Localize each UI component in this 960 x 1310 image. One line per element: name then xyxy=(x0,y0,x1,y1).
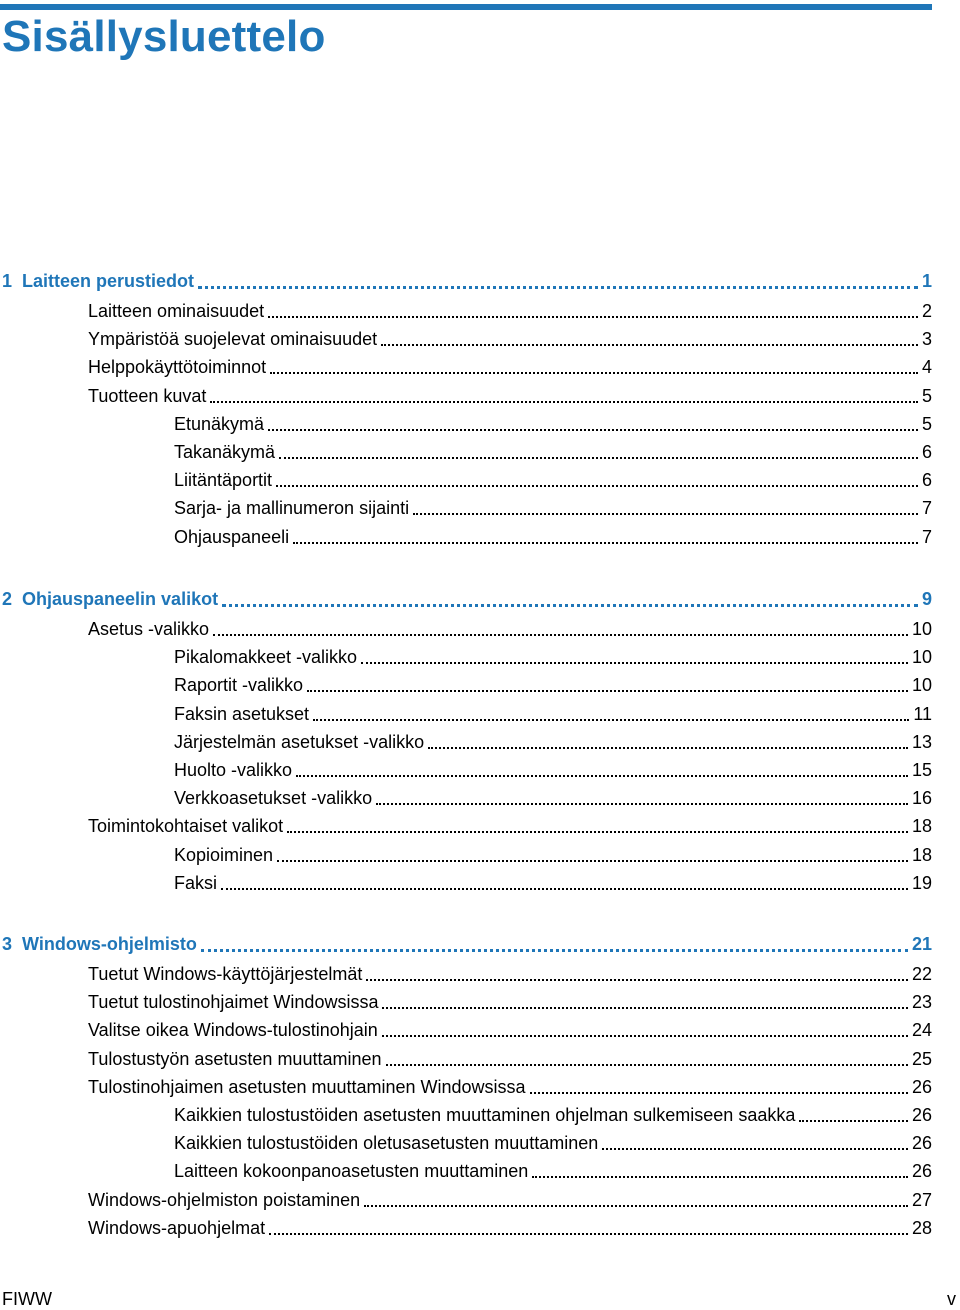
toc-page-number: 26 xyxy=(911,1133,932,1154)
toc-entry-title: Liitäntäportit xyxy=(174,470,273,491)
toc-entry-title: Tulostustyön asetusten muuttaminen xyxy=(88,1048,382,1069)
toc-section[interactable] xyxy=(88,1046,932,1072)
toc-entry-title: Windows-ohjelmiston poistaminen xyxy=(88,1189,361,1210)
toc-section[interactable] xyxy=(88,813,932,839)
toc-page-number: 25 xyxy=(911,1048,932,1069)
toc-subsection[interactable] xyxy=(174,524,932,550)
toc-entry-title: Etunäkymä xyxy=(174,413,265,434)
toc-entry-title: Laitteen kokoonpanoasetusten muuttaminen xyxy=(174,1161,529,1182)
toc-subsection[interactable] xyxy=(174,757,932,783)
toc-subsection[interactable] xyxy=(174,701,932,727)
toc-page-number: 26 xyxy=(911,1076,932,1097)
dot-leader xyxy=(364,1205,908,1207)
toc-page-number: 18 xyxy=(911,816,932,837)
dot-leader xyxy=(279,457,918,459)
dot-leader xyxy=(201,949,908,952)
toc-chapter-3[interactable] xyxy=(2,931,932,957)
toc-section[interactable] xyxy=(88,1215,932,1241)
toc-section[interactable] xyxy=(88,989,932,1015)
dot-leader xyxy=(287,831,908,833)
toc-subsection[interactable] xyxy=(174,842,932,868)
dot-leader xyxy=(361,662,908,664)
dot-leader xyxy=(386,1064,908,1066)
toc-page-number: 16 xyxy=(911,788,932,809)
toc-chapter-1[interactable] xyxy=(2,268,932,294)
toc-page-number: 7 xyxy=(921,526,932,547)
dot-leader xyxy=(269,1233,908,1235)
toc-page-number: 26 xyxy=(911,1105,932,1125)
dot-leader xyxy=(276,485,918,487)
dot-leader xyxy=(277,860,908,862)
toc-section[interactable] xyxy=(88,1017,932,1043)
toc-section[interactable] xyxy=(88,961,932,987)
toc-subsection[interactable] xyxy=(174,672,932,698)
toc-subsection[interactable] xyxy=(174,1130,932,1156)
toc-entry-title: Raportit -valikko xyxy=(174,675,304,696)
dot-leader xyxy=(222,604,918,607)
toc-entry-title: Kopioiminen xyxy=(174,844,274,865)
toc-page-number: 4 xyxy=(921,357,932,378)
dot-leader xyxy=(382,1007,908,1009)
dot-leader xyxy=(413,513,918,515)
toc-entry-title: Kaikkien tulostustöiden asetusten muuttaminen ohjelman sulkemiseen saakka xyxy=(174,1105,796,1125)
toc-page-number: 19 xyxy=(911,872,932,893)
toc-entry-title: Tulostinohjaimen asetusten muuttaminen Windowsissa xyxy=(88,1076,526,1097)
toc-entry-title: Pikalomakkeet -valikko xyxy=(174,647,358,668)
dot-leader xyxy=(296,775,908,777)
toc-entry-title: Ohjauspaneeli xyxy=(174,526,290,547)
toc-page-number: 24 xyxy=(911,1020,932,1041)
toc-section[interactable] xyxy=(88,354,932,380)
toc-subsection[interactable] xyxy=(174,1102,932,1128)
dot-leader xyxy=(382,1035,908,1037)
dot-leader xyxy=(221,888,908,890)
toc-entry-title: Järjestelmän asetukset -valikko xyxy=(174,731,425,752)
toc-page-number: 6 xyxy=(921,470,932,491)
toc-chapter-2[interactable] xyxy=(2,586,932,612)
toc-page-number: 9 xyxy=(921,589,932,609)
dot-leader xyxy=(268,316,918,318)
toc-entry-title: Tuetut Windows-käyttöjärjestelmät xyxy=(88,964,363,984)
toc-subsection[interactable] xyxy=(174,870,932,896)
toc-entry-title: Huolto -valikko xyxy=(174,760,293,780)
toc-entry-title: Ympäristöä suojelevat ominaisuudet xyxy=(88,329,378,350)
dot-leader xyxy=(213,634,908,636)
toc-page-number: 3 xyxy=(921,329,932,350)
toc-entry-title: Asetus -valikko xyxy=(88,619,210,639)
toc-entry-title: Windows-apuohjelmat xyxy=(88,1217,266,1238)
toc-section[interactable] xyxy=(88,298,932,324)
dot-leader xyxy=(376,803,908,805)
dot-leader xyxy=(210,401,918,403)
page-title: Sisällysluettelo xyxy=(2,12,326,61)
chapter-number: 3 xyxy=(2,934,13,954)
toc-page-number: 15 xyxy=(911,760,932,780)
toc-section[interactable] xyxy=(88,616,932,642)
toc-entry-title: Sarja- ja mallinumeron sijainti xyxy=(174,498,410,519)
toc-entry-title: Tuetut tulostinohjaimet Windowsissa xyxy=(88,992,379,1013)
dot-leader xyxy=(602,1148,908,1150)
toc-page-number: 10 xyxy=(911,647,932,668)
dot-leader xyxy=(530,1092,908,1094)
dot-leader xyxy=(293,542,918,544)
toc-entry-title: Ohjauspaneelin valikot xyxy=(22,589,219,609)
toc-entry-title: Verkkoasetukset -valikko xyxy=(174,788,373,809)
toc-page-number: 11 xyxy=(913,703,932,724)
dot-leader xyxy=(532,1176,908,1178)
toc-page-number: 28 xyxy=(911,1217,932,1238)
toc-entry-title: Kaikkien tulostustöiden oletusasetusten muuttaminen xyxy=(174,1133,599,1154)
toc-page-number: 21 xyxy=(911,934,932,954)
toc-subsection[interactable] xyxy=(174,411,932,437)
toc-section[interactable] xyxy=(88,383,932,409)
toc-entry-title: Valitse oikea Windows-tulostinohjain xyxy=(88,1020,378,1041)
dot-leader xyxy=(268,429,918,431)
footer-left-label: FIWW xyxy=(2,1289,52,1309)
toc-entry-title: Laitteen perustiedot xyxy=(22,271,195,291)
dot-leader xyxy=(799,1120,908,1122)
toc-subsection[interactable] xyxy=(174,729,932,755)
chapter-number: 1 xyxy=(2,271,13,291)
toc-page-number: 6 xyxy=(921,442,932,462)
toc-subsection[interactable] xyxy=(174,785,932,811)
toc-subsection[interactable] xyxy=(174,495,932,521)
toc-page-number: 26 xyxy=(911,1161,932,1182)
toc-page-number: 5 xyxy=(921,413,932,434)
toc-page-number: 13 xyxy=(911,731,932,752)
toc-subsection[interactable] xyxy=(174,467,932,493)
toc-section[interactable] xyxy=(88,326,932,352)
toc-page-number: 2 xyxy=(921,301,932,321)
dot-leader xyxy=(313,719,909,721)
toc-page-number: 7 xyxy=(921,498,932,519)
toc-entry-title: Tuotteen kuvat xyxy=(88,385,207,406)
dot-leader xyxy=(307,690,908,692)
toc-page-number: 1 xyxy=(921,271,932,291)
toc-entry-title: Windows-ohjelmisto xyxy=(22,934,197,954)
toc-page-number: 27 xyxy=(911,1189,932,1210)
toc-entry-title: Faksi xyxy=(174,872,218,893)
toc-entry-title: Toimintokohtaiset valikot xyxy=(88,816,284,837)
toc-page-number: 18 xyxy=(911,844,932,865)
toc-section[interactable] xyxy=(88,1187,932,1213)
dot-leader xyxy=(198,286,918,289)
toc-section[interactable] xyxy=(88,1074,932,1100)
toc-page-number: 23 xyxy=(911,992,932,1013)
toc-page-number: 10 xyxy=(911,619,932,639)
dot-leader xyxy=(428,747,908,749)
dot-leader xyxy=(381,344,918,346)
toc-subsection[interactable] xyxy=(174,439,932,465)
dot-leader xyxy=(366,979,908,981)
toc-entry-title: Faksin asetukset xyxy=(174,703,310,724)
toc-subsection[interactable] xyxy=(174,644,932,670)
toc-page-number: 5 xyxy=(921,385,932,406)
dot-leader xyxy=(270,372,918,374)
footer-page-number: v xyxy=(947,1289,956,1309)
toc-entry-title: Laitteen ominaisuudet xyxy=(88,301,265,321)
toc-subsection[interactable] xyxy=(174,1158,932,1184)
chapter-number: 2 xyxy=(2,589,13,609)
toc-page-number: 10 xyxy=(911,675,932,696)
toc-entry-title: Takanäkymä xyxy=(174,442,276,462)
toc-entry-title: Helppokäyttötoiminnot xyxy=(88,357,267,378)
toc-page-number: 22 xyxy=(911,964,932,984)
